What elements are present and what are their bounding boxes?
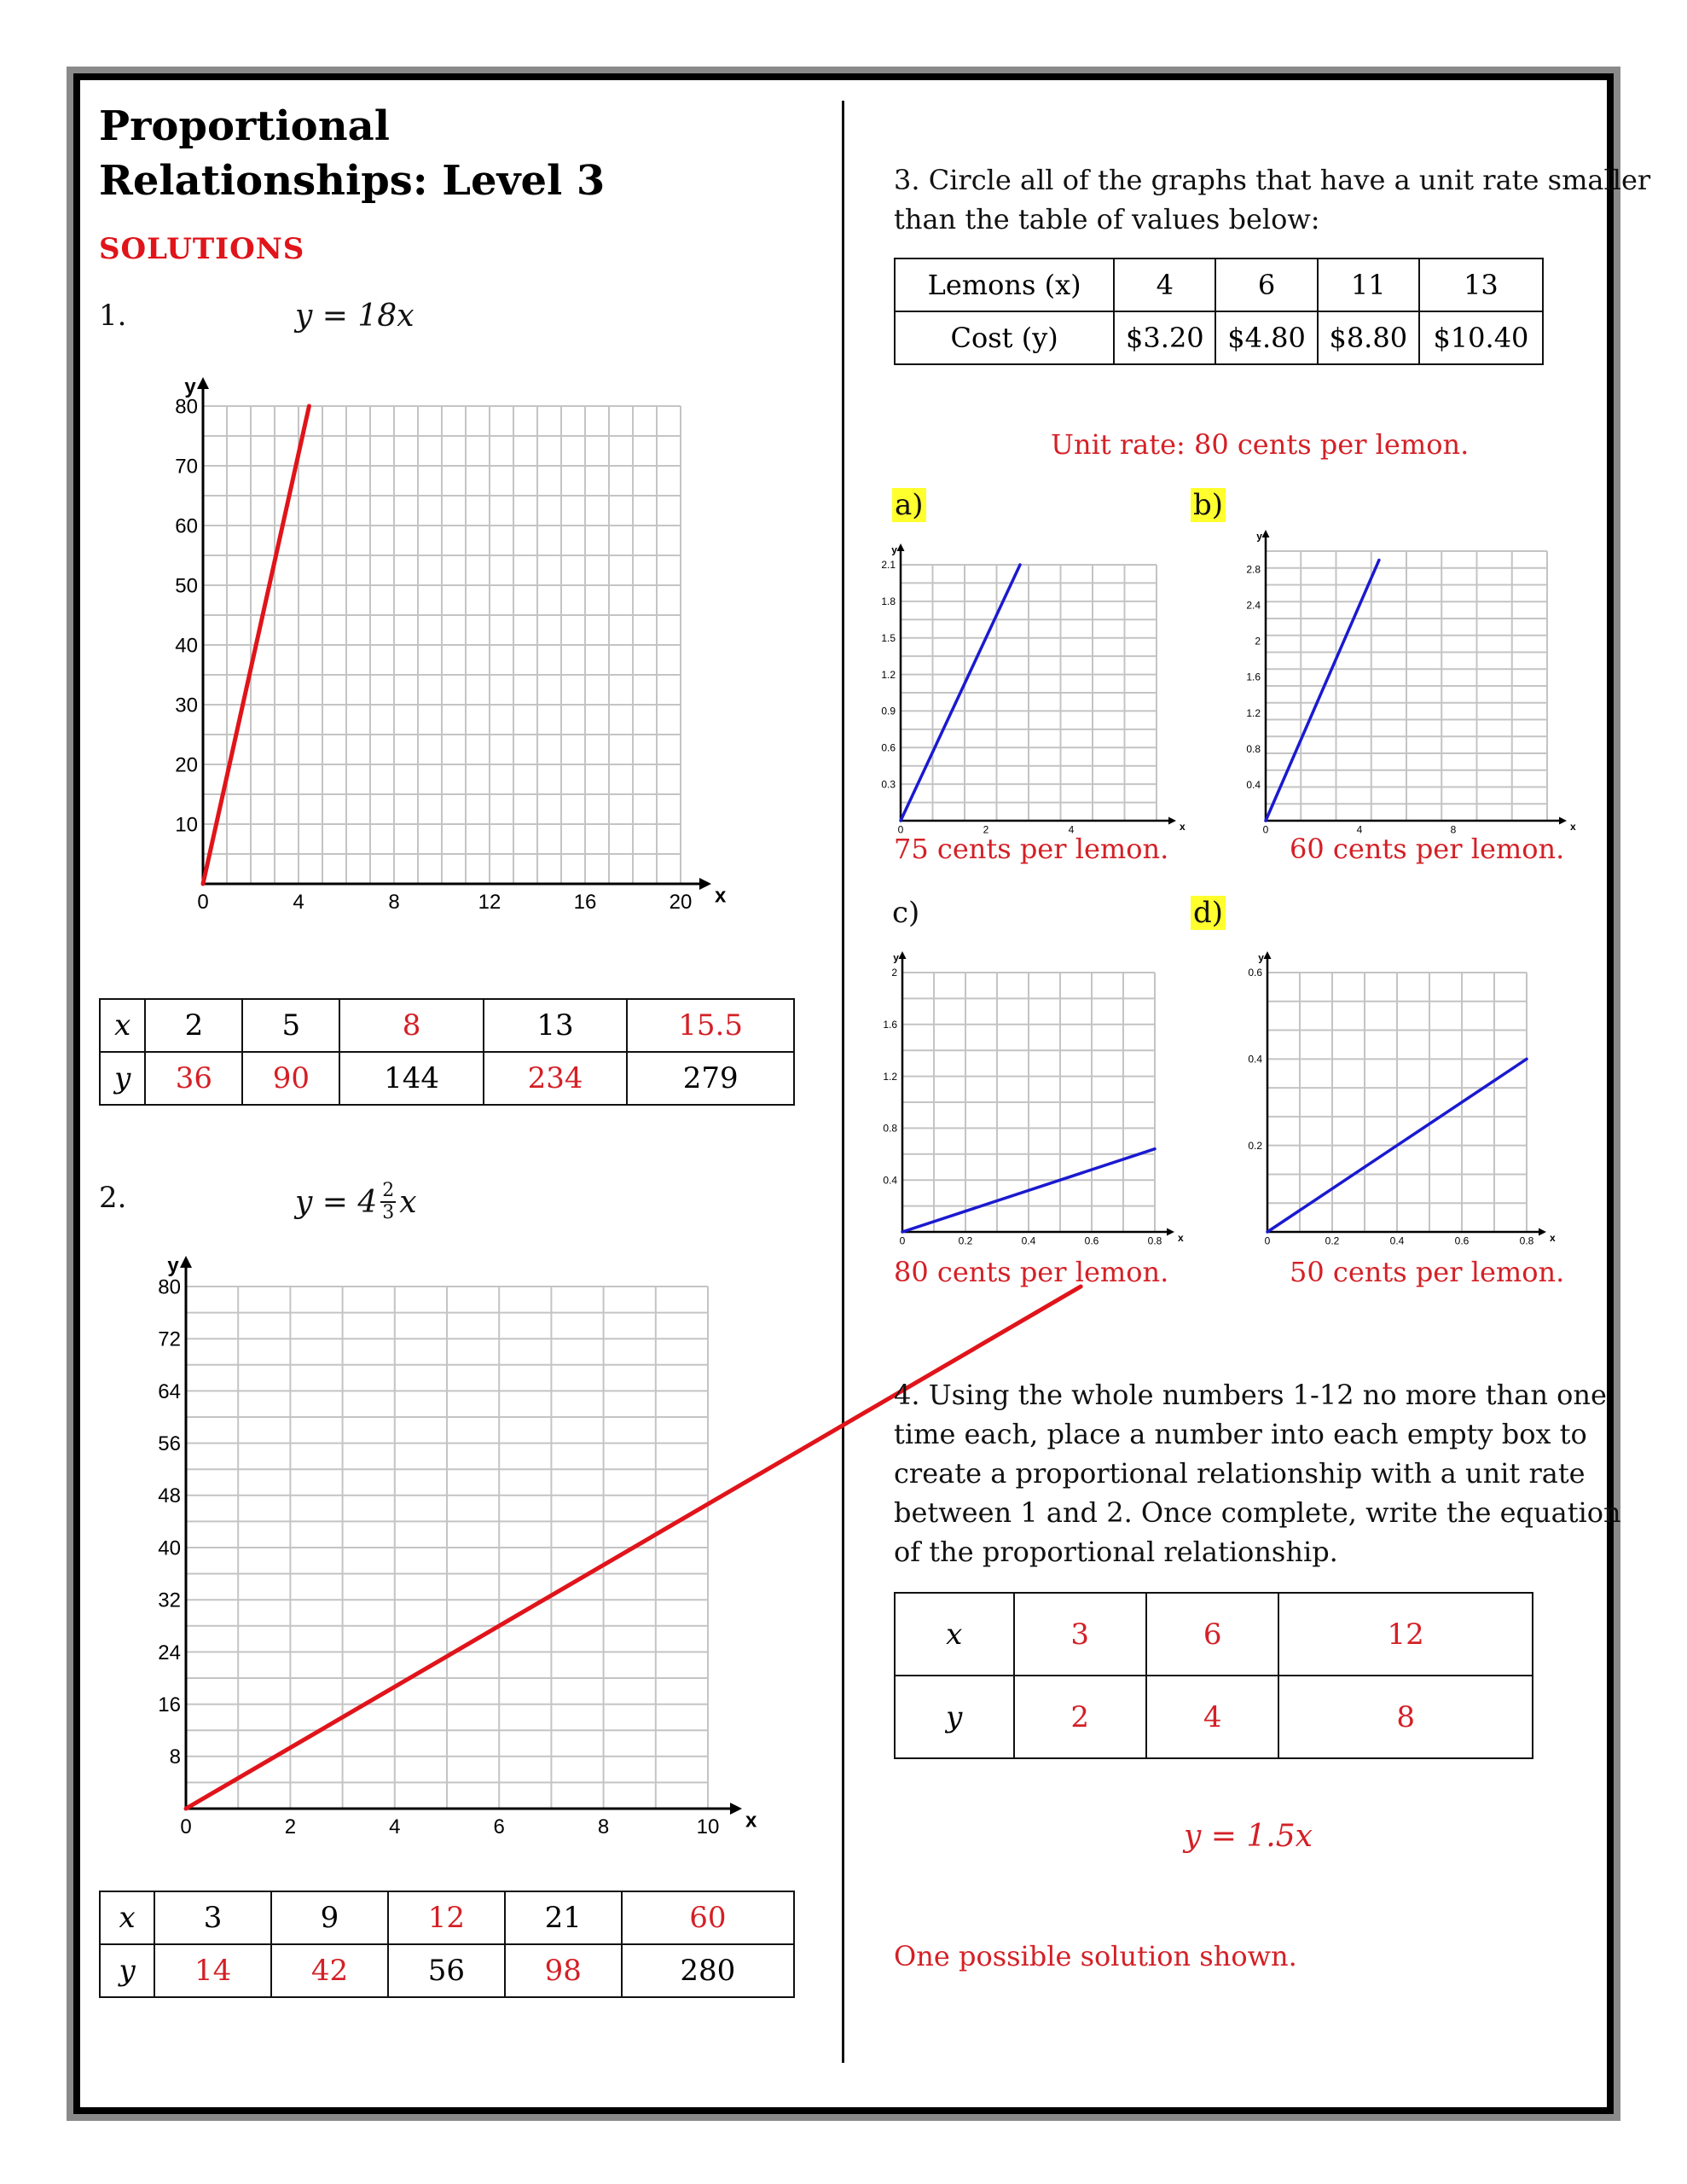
q3-prompt — [894, 160, 1650, 239]
q3-graph-d-content — [1248, 951, 1556, 1246]
q2-x-cell: 9 — [271, 1891, 388, 1944]
q2-y-cell: 14 — [154, 1944, 271, 1997]
q2-graph — [128, 1237, 776, 1851]
q1-y-cell: 144 — [339, 1052, 483, 1105]
q4-y-cell: y — [895, 1676, 1014, 1758]
q4-note: One possible solution shown. — [894, 1940, 1297, 1972]
x-axis-label: x — [745, 1809, 757, 1833]
y-tick-label: 16 — [158, 1693, 181, 1716]
q4-prompt-line-3: create a proportional relationship with a unit rate — [894, 1457, 1586, 1490]
q4-x-cell: 12 — [1278, 1593, 1533, 1676]
q4-x-cell: 3 — [1014, 1593, 1146, 1676]
q4-prompt-line-1: 4. Using the whole numbers 1-12 no more than one — [894, 1379, 1607, 1411]
y-axis-arrow-icon — [180, 1256, 192, 1268]
y-tick-label: 1.2 — [1246, 706, 1261, 719]
y-tick-label: 0.4 — [1246, 779, 1261, 792]
x-tick-label: 4 — [1068, 823, 1075, 836]
q3-label-a — [892, 488, 926, 522]
q1-x-cell: 15.5 — [627, 999, 794, 1052]
q3-lemons-cell: 13 — [1419, 258, 1543, 311]
q2-number: 2. — [99, 1181, 127, 1215]
q2-x-cell: 60 — [622, 1891, 794, 1944]
y-tick-label: 30 — [175, 694, 198, 717]
q3-unit-rate-note: Unit rate: 80 cents per lemon. — [1051, 428, 1470, 461]
x-axis-label: x — [715, 884, 727, 908]
y-tick-label: 10 — [175, 813, 198, 837]
q3-lemons-cell: Lemons (x) — [895, 258, 1114, 311]
y-tick-label: 80 — [158, 1275, 181, 1299]
q1-y-cell: 90 — [242, 1052, 339, 1105]
y-tick-label: 64 — [158, 1380, 181, 1403]
q3-label-d-text: d) — [1191, 896, 1226, 930]
y-tick-label: 24 — [158, 1641, 181, 1664]
x-tick-label: 4 — [1356, 823, 1363, 836]
q1-table-row-x — [100, 999, 794, 1052]
q2-equation-suffix: x — [399, 1184, 417, 1220]
x-tick-label: 0 — [1262, 823, 1269, 836]
y-tick-label: 0.6 — [1248, 967, 1262, 979]
q3-lemons-cell: 4 — [1114, 258, 1215, 311]
x-tick-label: 0.4 — [1021, 1234, 1036, 1247]
y-tick-label: 1.6 — [883, 1019, 897, 1031]
y-tick-label: 40 — [158, 1536, 181, 1560]
y-axis-label: y — [167, 1253, 179, 1277]
q3-lemons-table — [894, 258, 1544, 365]
x-tick-label: 6 — [493, 1815, 505, 1838]
x-axis-arrow-icon — [1168, 817, 1176, 825]
q3-label-a-text: a) — [892, 488, 926, 522]
q3-graph-b — [1228, 530, 1576, 845]
q3-cost-cell: Cost (y) — [895, 311, 1114, 364]
y-tick-label: 60 — [175, 514, 198, 538]
worksheet-title — [99, 99, 605, 208]
q3-table-row-cost — [895, 311, 1543, 364]
y-tick-label: 0.4 — [1248, 1053, 1262, 1066]
q4-y-cell: 4 — [1146, 1676, 1278, 1758]
q4-prompt-line-5: of the proportional relationship. — [894, 1536, 1338, 1568]
x-tick-label: 4 — [389, 1815, 401, 1838]
q1-equation: y = 18x — [295, 299, 415, 334]
q4-prompt — [894, 1375, 1621, 1571]
y-axis-arrow-icon — [1264, 951, 1272, 959]
x-axis-label: x — [1178, 1231, 1184, 1244]
q2-x-cell: x — [100, 1891, 154, 1944]
q3-label-c-text: c) — [892, 896, 920, 930]
q1-graph-content — [175, 375, 727, 914]
y-tick-label: 0.8 — [1246, 742, 1261, 755]
y-tick-label: 2 — [1255, 635, 1261, 648]
x-tick-label: 0.8 — [1147, 1234, 1162, 1247]
x-tick-label: 0.2 — [1325, 1234, 1340, 1247]
y-tick-label: 56 — [158, 1432, 181, 1455]
q4-table-row-y — [895, 1676, 1533, 1758]
q3-graph-d — [1228, 947, 1556, 1254]
q3-table-row-lemons — [895, 258, 1543, 311]
x-tick-label: 2 — [983, 823, 989, 836]
q2-y-cell: 98 — [505, 1944, 622, 1997]
y-axis-arrow-icon — [897, 543, 905, 551]
q1-table — [99, 998, 795, 1106]
y-axis-label: y — [1256, 530, 1262, 543]
q4-table — [894, 1592, 1533, 1759]
q2-x-cell: 12 — [388, 1891, 505, 1944]
q3-label-b-text: b) — [1191, 488, 1226, 522]
x-axis-label: x — [1550, 1231, 1556, 1244]
x-axis-arrow-icon — [1167, 1228, 1174, 1236]
q3-lemons-cell: 11 — [1318, 258, 1419, 311]
y-tick-label: 0.9 — [881, 705, 896, 717]
y-tick-label: 32 — [158, 1589, 181, 1612]
x-tick-label: 10 — [696, 1815, 720, 1838]
q2-y-cell: 56 — [388, 1944, 505, 1997]
q1-y-cell: 279 — [627, 1052, 794, 1105]
x-tick-label: 0.6 — [1454, 1234, 1470, 1247]
q3-prompt-line-2: than the table of values below: — [894, 203, 1320, 235]
q2-equation-prefix: y = 4 — [295, 1184, 378, 1220]
q3-graph-a-content — [881, 543, 1186, 835]
q2-table-row-y — [100, 1944, 794, 1997]
q1-x-cell: 8 — [339, 999, 483, 1052]
x-tick-label: 0 — [180, 1815, 192, 1838]
q1-y-cell: 36 — [145, 1052, 242, 1105]
x-tick-label: 8 — [597, 1815, 610, 1838]
y-axis-label: y — [893, 951, 899, 964]
x-tick-label: 20 — [669, 890, 693, 914]
y-tick-label: 50 — [175, 574, 198, 598]
q4-x-cell: 6 — [1146, 1593, 1278, 1676]
x-tick-label: 16 — [573, 890, 597, 914]
q1-number: 1. — [99, 299, 127, 333]
q4-y-cell: 2 — [1014, 1676, 1146, 1758]
q4-prompt-line-2: time each, place a number into each empty box to — [894, 1418, 1587, 1450]
y-tick-label: 2.1 — [881, 559, 896, 572]
q3-label-c — [892, 896, 919, 930]
q1-x-cell: 5 — [242, 999, 339, 1052]
x-axis-arrow-icon — [730, 1803, 742, 1815]
q3-cost-cell: $8.80 — [1318, 311, 1419, 364]
q2-table — [99, 1891, 795, 1998]
y-axis-arrow-icon — [197, 377, 209, 389]
q1-x-cell: 13 — [484, 999, 627, 1052]
q3-label-d — [1191, 896, 1226, 930]
x-tick-label: 0 — [1264, 1234, 1271, 1247]
y-tick-label: 0.4 — [883, 1174, 897, 1187]
q3-graph-c-content — [883, 951, 1184, 1246]
title-line-1: Proportional — [99, 102, 390, 150]
q3-graph-c — [863, 947, 1187, 1254]
q2-y-cell: 280 — [622, 1944, 794, 1997]
x-tick-label: 0.2 — [958, 1234, 973, 1247]
q1-table-row-y — [100, 1052, 794, 1105]
y-tick-label: 2.4 — [1246, 599, 1261, 612]
q1-x-cell: x — [100, 999, 145, 1052]
column-divider — [842, 101, 844, 2063]
q2-fraction-numerator: 2 — [382, 1180, 395, 1201]
q3-label-b — [1191, 488, 1226, 522]
q4-equation: y = 1.5x — [1184, 1819, 1313, 1854]
y-tick-label: 1.2 — [883, 1070, 897, 1083]
q2-fraction-denominator: 3 — [382, 1202, 395, 1223]
q3-cost-cell: $4.80 — [1215, 311, 1317, 364]
x-axis-arrow-icon — [699, 878, 711, 890]
y-tick-label: 1.2 — [881, 668, 896, 681]
x-tick-label: 12 — [478, 890, 501, 914]
y-tick-label: 80 — [175, 395, 198, 419]
q2-equation — [295, 1181, 417, 1223]
x-tick-label: 0.8 — [1519, 1234, 1534, 1247]
q1-x-cell: 2 — [145, 999, 242, 1052]
q2-y-cell: y — [100, 1944, 154, 1997]
x-tick-label: 0 — [197, 890, 209, 914]
x-axis-label: x — [1180, 820, 1186, 833]
y-tick-label: 1.5 — [881, 631, 896, 644]
y-axis-label: y — [891, 543, 897, 556]
q3-caption-d: 50 cents per lemon. — [1290, 1256, 1565, 1288]
q2-x-cell: 21 — [505, 1891, 622, 1944]
y-tick-label: 0.6 — [881, 741, 896, 754]
y-axis-label: y — [1258, 951, 1264, 964]
y-tick-label: 1.8 — [881, 595, 896, 608]
q4-prompt-line-4: between 1 and 2. Once complete, write the equation — [894, 1496, 1621, 1529]
x-tick-label: 2 — [284, 1815, 297, 1838]
q2-table-row-x — [100, 1891, 794, 1944]
q3-graph-a — [863, 537, 1187, 845]
q1-y-cell: 234 — [484, 1052, 627, 1105]
x-tick-label: 0 — [897, 823, 904, 836]
q4-table-row-x — [895, 1593, 1533, 1676]
x-tick-label: 0 — [899, 1234, 906, 1247]
x-axis-arrow-icon — [1539, 1228, 1546, 1236]
q3-prompt-line-1: 3. Circle all of the graphs that have a unit rate smaller — [894, 164, 1651, 196]
y-tick-label: 0.3 — [881, 778, 896, 791]
y-tick-label: 40 — [175, 634, 198, 658]
y-tick-label: 2.8 — [1246, 563, 1261, 576]
x-tick-label: 8 — [1450, 823, 1457, 836]
x-tick-label: 0.6 — [1084, 1234, 1099, 1247]
data-line — [1266, 561, 1379, 821]
y-tick-label: 1.6 — [1246, 671, 1261, 683]
q3-cost-cell: $10.40 — [1419, 311, 1543, 364]
q3-graph-b-content — [1246, 530, 1576, 835]
y-tick-label: 70 — [175, 455, 198, 479]
x-tick-label: 8 — [388, 890, 400, 914]
y-tick-label: 72 — [158, 1327, 181, 1351]
q2-equation-fraction — [380, 1181, 396, 1223]
y-tick-label: 20 — [175, 753, 198, 777]
y-tick-label: 0.2 — [1248, 1139, 1262, 1152]
q2-x-cell: 3 — [154, 1891, 271, 1944]
y-tick-label: 8 — [169, 1745, 181, 1769]
solutions-label: SOLUTIONS — [99, 232, 305, 266]
y-tick-label: 48 — [158, 1484, 181, 1508]
x-tick-label: 4 — [293, 890, 304, 914]
title-line-2: Relationships: Level 3 — [99, 157, 606, 205]
q4-y-cell: 8 — [1278, 1676, 1533, 1758]
q4-x-cell: x — [895, 1593, 1014, 1676]
y-tick-label: 2 — [891, 967, 897, 979]
q3-cost-cell: $3.20 — [1114, 311, 1215, 364]
q1-y-cell: y — [100, 1052, 145, 1105]
q3-caption-c: 80 cents per lemon. — [894, 1256, 1169, 1288]
q3-caption-a: 75 cents per lemon. — [894, 833, 1169, 865]
y-axis-label: y — [184, 375, 196, 398]
x-axis-label: x — [1570, 820, 1576, 833]
x-tick-label: 0.4 — [1389, 1234, 1405, 1247]
q2-y-cell: 42 — [271, 1944, 388, 1997]
q1-graph — [128, 358, 742, 938]
q3-caption-b: 60 cents per lemon. — [1290, 833, 1565, 865]
y-axis-arrow-icon — [899, 951, 907, 959]
q3-lemons-cell: 6 — [1215, 258, 1317, 311]
y-tick-label: 0.8 — [883, 1122, 897, 1135]
